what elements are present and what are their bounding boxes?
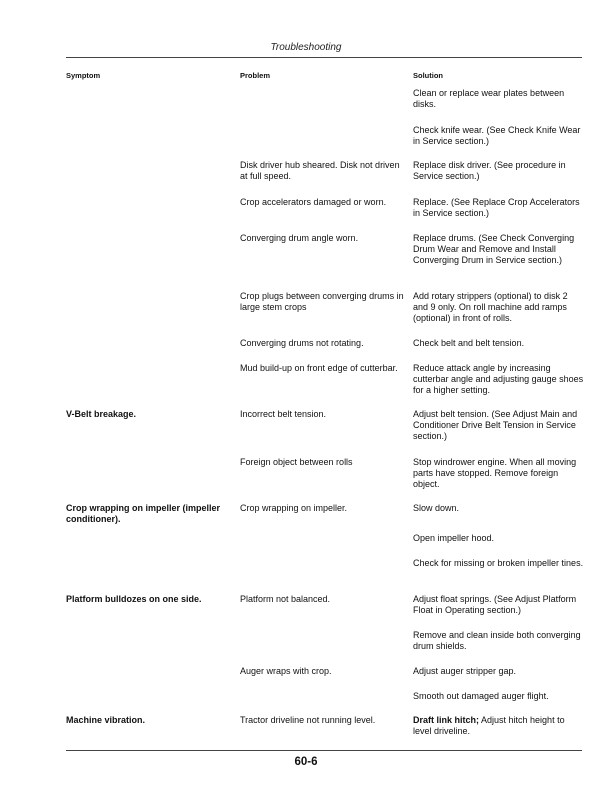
solution-cell: Clean or replace wear plates between disks. (413, 88, 565, 109)
symptom-cell: Platform bulldozes on one side. (66, 594, 202, 604)
problem-cell: Crop wrapping on impeller. (240, 503, 348, 513)
solution-emphasis: Draft link hitch; (413, 715, 480, 725)
solution-cell: Smooth out damaged auger flight. (413, 691, 549, 701)
problem-cell: Platform not balanced. (240, 594, 331, 604)
problem-cell: Mud build-up on front edge of cutterbar. (240, 363, 398, 373)
solution-cell: Check belt and belt tension. (413, 338, 525, 348)
problem-cell: Converging drums not rotating. (240, 338, 364, 348)
footer-rule (66, 750, 582, 751)
solution-cell: Replace disk driver. (See procedure in Service section.) (413, 160, 566, 181)
problem-cell: Crop accelerators damaged or worn. (240, 197, 387, 207)
solution-cell: Replace drums. (See Check Converging Drum Wear and Remove and Install Converging Drum in Service section.) (413, 233, 575, 265)
symptom-cell: Crop wrapping on impeller (impeller conditioner). (66, 503, 221, 524)
solution-cell: Adjust belt tension. (See Adjust Main and Conditioner Drive Belt Tension in Service section.) (413, 409, 578, 441)
problem-cell: Auger wraps with crop. (240, 666, 332, 676)
symptom-cell: V-Belt breakage. (66, 409, 137, 419)
solution-cell: Replace. (See Replace Crop Accelerators in Service section.) (413, 197, 580, 218)
solution-cell: Add rotary strippers (optional) to disk 2 and 9 only. On roll machine add ramps (optional) in front of rolls. (413, 291, 568, 323)
page-number: 60-6 (294, 756, 318, 768)
solution-cell: Remove and clean inside both converging drum shields. (413, 630, 581, 651)
solution-cell: Check for missing or broken impeller tines. (413, 558, 584, 568)
solution-cell: Open impeller hood. (413, 533, 495, 543)
problem-cell: Incorrect belt tension. (240, 409, 327, 419)
solution-cell (413, 715, 585, 737)
running-header: Troubleshooting (270, 42, 342, 53)
column-header-symptom: Symptom (66, 71, 101, 80)
solution-cell: Stop windrower engine. When all moving parts have stopped. Remove foreign object. (413, 457, 577, 489)
solution-cell: Slow down. (413, 503, 460, 513)
solution-cell: Check knife wear. (See Check Knife Wear in Service section.) (413, 125, 581, 146)
problem-cell: Disk driver hub sheared. Disk not driven at full speed. (240, 160, 400, 181)
problem-cell: Foreign object between rolls (240, 457, 353, 467)
solution-text: Adjust hitch height to level driveline. (413, 715, 565, 736)
problem-cell: Crop plugs between converging drums in large stem crops (240, 291, 404, 312)
column-header-problem: Problem (240, 71, 271, 80)
solution-cell: Adjust float springs. (See Adjust Platform Float in Operating section.) (413, 594, 577, 615)
solution-cell: Adjust auger stripper gap. (413, 666, 517, 676)
symptom-cell: Machine vibration. (66, 715, 146, 725)
problem-cell: Tractor driveline not running level. (240, 715, 376, 725)
header-rule (66, 57, 582, 58)
problem-cell: Converging drum angle worn. (240, 233, 359, 243)
solution-cell: Reduce attack angle by increasing cutterbar angle and adjusting gauge shoes for a higher setting. (413, 363, 584, 395)
column-header-solution: Solution (413, 71, 443, 80)
